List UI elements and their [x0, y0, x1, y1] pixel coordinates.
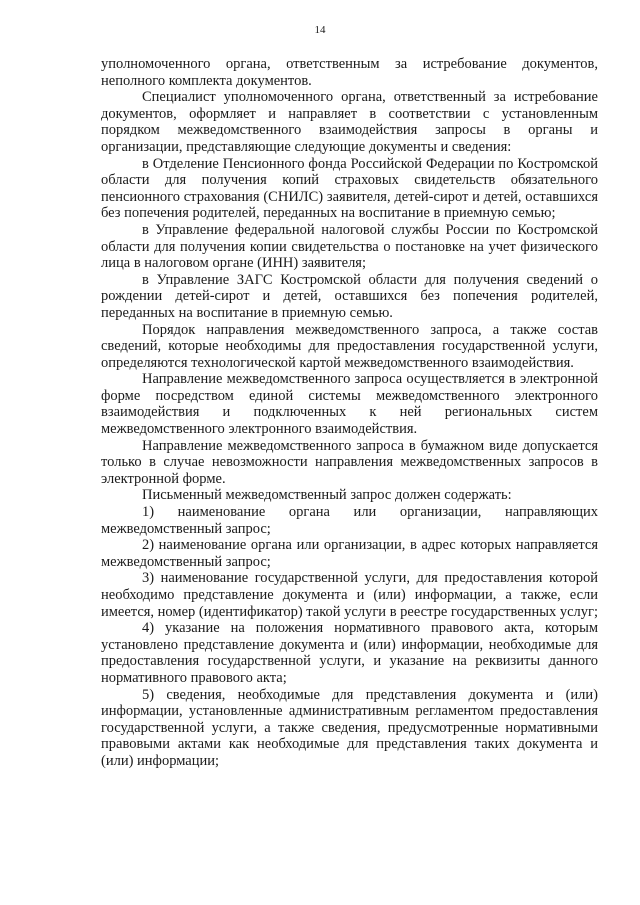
list-item: 4) указание на положения нормативного правового акта, которым установлено представление документа и (или) информации, необходимые для предоставления государственной услуги, и указание на реквизиты данного нормативного правового акта;: [101, 620, 598, 686]
paragraph: Порядок направления межведомственного запроса, а также состав сведений, которые необходимы для предоставления государственной услуги, определяются технологической картой межведомственного взаимодействия.: [101, 321, 598, 371]
paragraph: Специалист уполномоченного органа, ответственный за истребование документов, оформляет и направляет в соответствии с установленным порядком межведомственного взаимодействия запросы в органы и организации, представляющие следующие документы и сведения:: [101, 89, 598, 155]
list-item: 1) наименование органа или организации, направляющих межведомственный запрос;: [101, 504, 598, 537]
paragraph: Письменный межведомственный запрос должен содержать:: [142, 487, 512, 504]
paragraph: в Управление федеральной налоговой службы России по Костромской области для получения копии свидетельства о постановке на учет физического лица в налоговом органе (ИНН) заявителя;: [101, 221, 598, 272]
list-item: 2) наименование органа или организации, в адрес которых направляется межведомственный запрос;: [101, 537, 598, 570]
page-number: 14: [314, 24, 326, 36]
paragraph: в Отделение Пенсионного фонда Российской Федерации по Костромской области для получения копий страховых свидетельств обязательного пенсионного страхования (СНИЛС) заявителя, детей-сирот и детей, оставшихся без попечения родителей, переданных на воспитание в приемную семью;: [101, 155, 598, 222]
list-item: 5) сведения, необходимые для представления документа и (или) информации, установленные административным регламентом предоставления государственной услуги, а также сведения, предусмотренные нормативными правовыми актами как необходимые для представления таких документа и (или) информации;: [101, 686, 598, 769]
paragraph: Направление межведомственного запроса в бумажном виде допускается только в случае невозможности направления межведомственных запросов в электронной форме.: [101, 437, 598, 487]
paragraph: уполномоченного органа, ответственным за истребование документов, неполного комплекта документов.: [101, 56, 598, 89]
paragraph: Направление межведомственного запроса осуществляется в электронной форме посредством единой системы межведомственного электронного взаимодействия и подключенных к ней региональных систем межведомственного электронного взаимодействия.: [101, 371, 598, 438]
list-item: 3) наименование государственной услуги, для предоставления которой необходимо представление документа и (или) информации, а также, если имеется, номер (идентификатор) такой услуги в реестре государственных услуг;: [101, 570, 599, 620]
document-body: [101, 56, 598, 770]
paragraph: в Управление ЗАГС Костромской области для получения сведений о рождении детей-сирот и детей, оставшихся без попечения родителей, переданных на воспитание в приемную семью.: [101, 271, 598, 321]
